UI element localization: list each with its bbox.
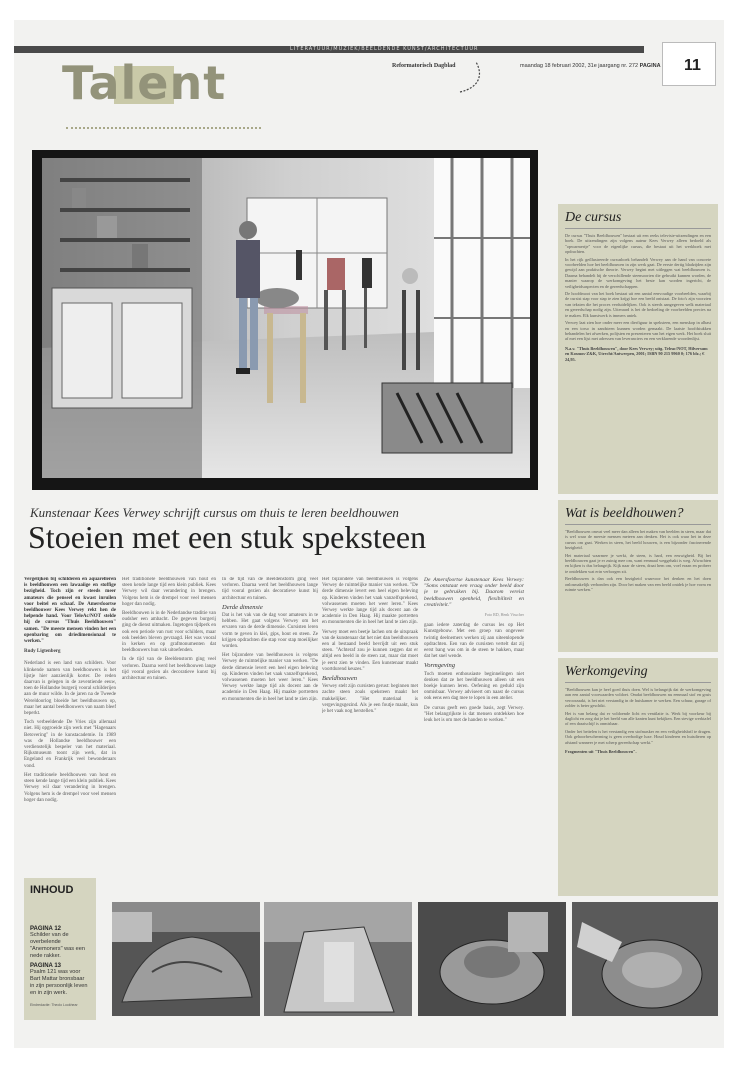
sidebar-de-cursus xyxy=(558,204,718,494)
sidebar-paragraph: Onder het beitelen is het verstandig een stofmasker en een veiligheidsbril te dragen. Ook gehoorbescherming is geen overbodige luxe. Houd kinderen en huisdieren op afstand wanneer je met scherp gereedschap werkt." xyxy=(565,728,711,745)
sidebar-paragraph: "Beeldhouwen kan je heel goed thuis doen. Wel is belangrijk dat de werkomgeving aan een aantal voorwaarden voldoet. Omdat beeldhouwen nu eenmaal stof en gruis veroorzaakt, is het niet verstandig in de huiskamer te werken. Een schuur, garage of zolder is beter geschikt. xyxy=(565,687,711,709)
article-byline: Rudy Ligtenberg xyxy=(24,649,61,655)
contents-page-ref: PAGINA 13 xyxy=(30,963,62,969)
thumbnail-photo-1 xyxy=(112,902,260,1016)
sidebar-paragraph: Het is van belang dat er voldoende licht en ventilatie is. Werk bij voorkeur bij daglicht en zorg dat je het beeld van alle kanten kunt bekijken. Een stevige werktafel of een draaischijf is onmisbaar. xyxy=(565,710,711,727)
sidebar-title: Werkomgeving xyxy=(565,664,711,683)
paragraph: Beeldhouwen is in de Nederlandse traditie van oudsher een ambacht. De gegeven burgerij ging de dienst uitmaken. Ingetogen tijdperk en ook een periode van rust voor schilders, maar ook beelden bleven gevraagd. Het was vooral in kerken en op grafmonumenten dat beeldhouwers hun vak uitoefenden. xyxy=(122,611,216,654)
sidebar-body xyxy=(565,233,711,342)
paragraph: Dat is het vak van de dag voor amateurs in te hebben. Het gaat volgens Verwey om het ervaren van de derde dimensie. Cursisten leren vorm te geven in klei, gips, hout en steen. Ze krijgen opdrachten die stap voor stap moeilijker worden. xyxy=(222,613,318,650)
paragraph: Het traditionele beeldhouwen van hout en steen kende lange tijd een klein publiek. Kees Verwey wil daar verandering in brengen. Volgens hem is de drempel voor veel mensen hoger dan nodig. xyxy=(122,577,216,607)
intertitle: Derde dimensie xyxy=(222,603,263,611)
contents-box xyxy=(24,878,96,1020)
sidebar-paragraph: De cursus "Thuis Beeldhouwen" bestaat uit een reeks televisie-uitzendingen en een boek. De uitzendingen zijn volgens auteur Kees Verwey alleen bedoeld als "opwarmertje" voor de eigenlijke cursus, die bestaat uit het werkboek met opdrachten. xyxy=(565,233,711,255)
paragraph: Toch verbeeldende De Vries zijn allemaal niet. Hij opgroeide zijn werk met "Hagenaars Betovering" in de kunstacademie. In 1989 was de Hollandse beeldhouwer een verdienstelijk bespeler van het materiaal. Rijksmuseum toont zijn werk, dat in Engeland en Frankrijk veel bewonderaars vond. xyxy=(24,720,116,769)
intertitle: Vormgeving xyxy=(424,662,456,670)
paragraph: Nederland is een land van schilders. Voor klinkende namen van beeldhouwers is het lijstje hier aanzienlijk korter. De reden daarvan is gelegen in de zeventiende eeuw, toen de Hollandse burgerij vooral schilderijen aan de muur wilde. In de jaren na de Tweede Wereldoorlog bloeide het beeldhouwen op, maar het aantal beeldhouwers van naam bleef beperkt. xyxy=(24,661,116,717)
page-label: PAGINA xyxy=(639,63,661,69)
sidebar-wat-is-beeldhouwen xyxy=(558,500,718,652)
paragraph: gaan iedere zaterdag de cursus les op Het Kunstgebouw. Met een groep van ongeveer twintig deelnemers werken zij aan uiteenlopende opdrachten. Een van de cursisten vertelt dat zij eerst bang was om in de steen te hakken, maar dat het snel wende. xyxy=(424,623,524,660)
sidebar-book-note: N.a.v. "Thuis Beeldhouwen", door Kees Verwey; uitg. Teleac/NOT, Hilversum en Kosmos-Z&K, Utrecht/Antwerpen, 2001; ISBN 90 215 9960 0; 176 blz.; € 24,95. xyxy=(565,345,708,362)
article-column-3 xyxy=(222,577,318,897)
article-headline: Stoeien met een stuk speksteen xyxy=(28,519,427,555)
photo-caption: De Amersfoortse kunstenaar Kees Verwey: "Soms ontstaat een vraag onder beeld door je te gebruiken bij. Daarom vereist beeldhouwen openheid, flexibiliteit en creativiteit." xyxy=(424,577,524,608)
contents-item-text: Psalm 121 was voor Bart Mattar bronsbaar in zijn persoonlijk leven en in zijn werk. xyxy=(30,969,88,996)
page-number: 11 xyxy=(684,57,701,74)
section-logo xyxy=(62,58,262,108)
paragraph: De cursus geeft een goede basis, zegt Verwey. "Het belangrijkste is dat mensen ontdekken hoe leuk het is om met de handen te werken." xyxy=(424,705,524,724)
paragraph: Verwey moet een beetje lachen om de uitspraak van de kunstenaar dat het niet dan beeldhouwen een al bestaand beeld bevrijdt uit een stuk steen. "Achteraf zou je kunnen zeggen dat er altijd een beeld in de steen zat, maar dat moet je eerst zien te vinden. Een kunstenaar maakt voortdurend keuzes." xyxy=(322,629,418,672)
contents-credit: Eindredactie: Theolo Lookhear xyxy=(30,1003,78,1007)
sidebar-paragraph: "Beeldhouwen omvat veel meer dan alleen het maken van beelden in steen, maar dat is wel waar de meeste mensen meteen aan denken. Het is ook waar het in deze cursus om gaat. Werken in steen, het beeld houwen, is een bijzonder fascinerende bezigheid. xyxy=(565,529,711,551)
sidebar-paragraph: De hoofdmoot van het boek bestaat uit een aantal eenvoudige voorbeelden, waarbij de cursist stap voor stap te zien krijgt hoe een beeld ontstaat. De foto's zijn voorzien van teksten die het proces verduidelijken. Ook is steeds aangegeven welk materiaal en gereedschap nodig zijn. Uiteraard is het de bedoeling de voorbeelden precies na te maken. Elk kunstwerk is immers uniek. xyxy=(565,291,711,318)
dateline-text: maandag 18 februari 2002, 31e jaargang nr. 272 xyxy=(520,63,639,69)
photo-credit: Foto RD, Henk Visscher xyxy=(484,612,524,618)
thumbnail-photo-4 xyxy=(572,902,718,1016)
section-title: Talent xyxy=(62,56,227,110)
sidebar-paragraph: Het materiaal waarmee je werkt, de steen, is hard, een eeuwigheid. Bij het beeldhouwen gaat je er zuinig mee om, want eenmaal weggehakt is weg. Afwachten en kijken is dus belangrijk. Kijk naar de steen, draai hem om, voel eraan en probeer te ontdekken wat erin verborgen zit. xyxy=(565,552,711,574)
sidebar-werkomgeving xyxy=(558,658,718,896)
sidebar-body xyxy=(565,687,711,745)
dateline xyxy=(520,63,661,69)
article-column-2 xyxy=(122,577,216,897)
paragraph: Het bijzondere van beeldhouwen is volgens Verwey de ruimtelijke manier van werken. "De derde dimensie levert een heel eigen beleving op. Kinderen vinden het vaak vanzelfsprekend, volwassenen moeten het weer leren." Kees Verwey werkte lange tijd als docent aan de academie in Den Haag. Hij maakte portretten en monumenten die in heel het land te zien zijn. xyxy=(222,653,318,702)
paragraph: In de tijd van de Beeldenstorm ging veel verloren. Daarna werd het beeldhouwen lange tijd vooral gezien als decoratieve kunst bij architectuur en tuinen. xyxy=(122,657,216,682)
thumbnail-photo-3 xyxy=(418,902,566,1016)
intertitle: Beeldhouwen xyxy=(322,675,358,683)
paragraph: In de tijd van de Beeldenstorm ging veel verloren. Daarna werd het beeldhouwen lange tijd vooral gezien als decoratieve kunst bij architectuur en tuinen. xyxy=(222,577,318,601)
sidebar-body xyxy=(565,529,711,592)
paragraph: Toch moeten enthousiaste beginnelingen niet denken dat ze het beeldhouwen alleen uit een boekje kunnen leren. Oefening en geduld zijn onmisbaar. Verwey adviseert om naast de cursus ook eens een dag mee te lopen in een atelier. xyxy=(424,671,524,702)
article-column-4 xyxy=(322,577,418,897)
contents-page-ref: PAGINA 12 xyxy=(30,926,62,932)
paragraph: Het traditionele beeldhouwen van hout en steen kende lange tijd een klein publiek. Kees Verwey wil daar verandering in brengen. Volgens hem is de drempel voor veel mensen hoger dan nodig. xyxy=(24,772,116,803)
thumbnail-photo-2 xyxy=(264,902,412,1016)
contents-item-text: Schilder van de overbelende "Anemoners" was een nede rakker. xyxy=(30,932,85,959)
dotted-divider xyxy=(66,127,261,129)
contents-title: INHOUD xyxy=(30,884,74,896)
article-subheadline: Kunstenaar Kees Verwey schrijft cursus om thuis te leren beeldhouwen xyxy=(30,505,399,520)
studio-photo xyxy=(42,158,530,478)
sidebar-paragraph: Verwey laat zien hoe onder meer een dierfiguur in speksteen, een menskop in albast en een torso in zandsteen kunnen worden gemaakt. De laatste hoofdstukken behandelen het afwerken, polijsten en presenteren van het eigen werk. Het boek sluit af met een lijst met adressen van leveranciers en een verklarende woordenlijst. xyxy=(565,320,711,342)
sidebar-title: Wat is beeldhouwen? xyxy=(565,506,711,525)
article-lead: Vergelijken bij schilderen en aquarelleren is beeldhouwen een lawaaiige en stoffige bezigheid. Toch zijn er steeds meer amateurs die penseel en kwast inruilen voor beitel en schaaf. De Amersfoortse beeldhouwer Kees Verwey rekt hen de helpende hand. Voor TeleAc/NOT stelde hij de cursus "Thuis Beeldhouwen" samen. "De meeste mensen vinden het een openbaring om driedimensionaal te werken." xyxy=(24,577,116,645)
article-column-1 xyxy=(24,577,116,873)
sidebar-title: De cursus xyxy=(565,210,711,229)
swirl-ornament-icon xyxy=(456,58,486,94)
paragraph: Verwey stelt zijn cursisten gerust: beginnen met zachte steen zoals speksteen maakt het makkelijker. "Het materiaal is vergevingsgezind. Als je een foutje maakt, kun je het vaak nog herstellen." xyxy=(322,684,418,715)
section-strip: LITERATUUR/MUZIEK/BEELDENDE KUNST/ARCHITECTUUR xyxy=(290,46,479,52)
article-column-5 xyxy=(424,577,524,897)
sidebar-paragraph: In het rijk geïllustreerde cursusboek behandelt Verwey aan de hand van concrete voorbeelden hoe het beeldhouwen in zijn werk gaat. De eerste dertig bladzijden zijn gewijd aan praktische theorie. Verwey begint met uitleggen wat beeldhouwen is. Daarna behandelt hij de verschillende steensoorten die gebruikt kunnen worden, de manier waarop de werkomgeving het beste kan worden ingericht, de veiligheidsaspecten en de gereedschappen. xyxy=(565,256,711,289)
sidebar-paragraph: Beeldhouwen is dan ook een bezigheid waarvoor het denken en het doen onlosmakelijk verbonden zijn. Door het maken van een beeld ontdek je hoe vorm en ruimte werken." xyxy=(565,576,711,593)
paragraph: Het bijzondere van beeldhouwen is volgens Verwey de ruimtelijke manier van werken. "De derde dimensie levert een heel eigen beleving op. Kinderen vinden het vaak vanzelfsprekend, volwassenen moeten het weer leren." Kees Verwey werkte lange tijd als docent aan de academie in Den Haag. Hij maakte portretten en monumenten die in heel het land te zien zijn. xyxy=(322,577,418,626)
publisher-name: Reformatorisch Dagblad xyxy=(392,63,456,69)
sidebar-source-note: Fragmenten uit "Thuis Beeldhouwen". xyxy=(565,749,637,755)
